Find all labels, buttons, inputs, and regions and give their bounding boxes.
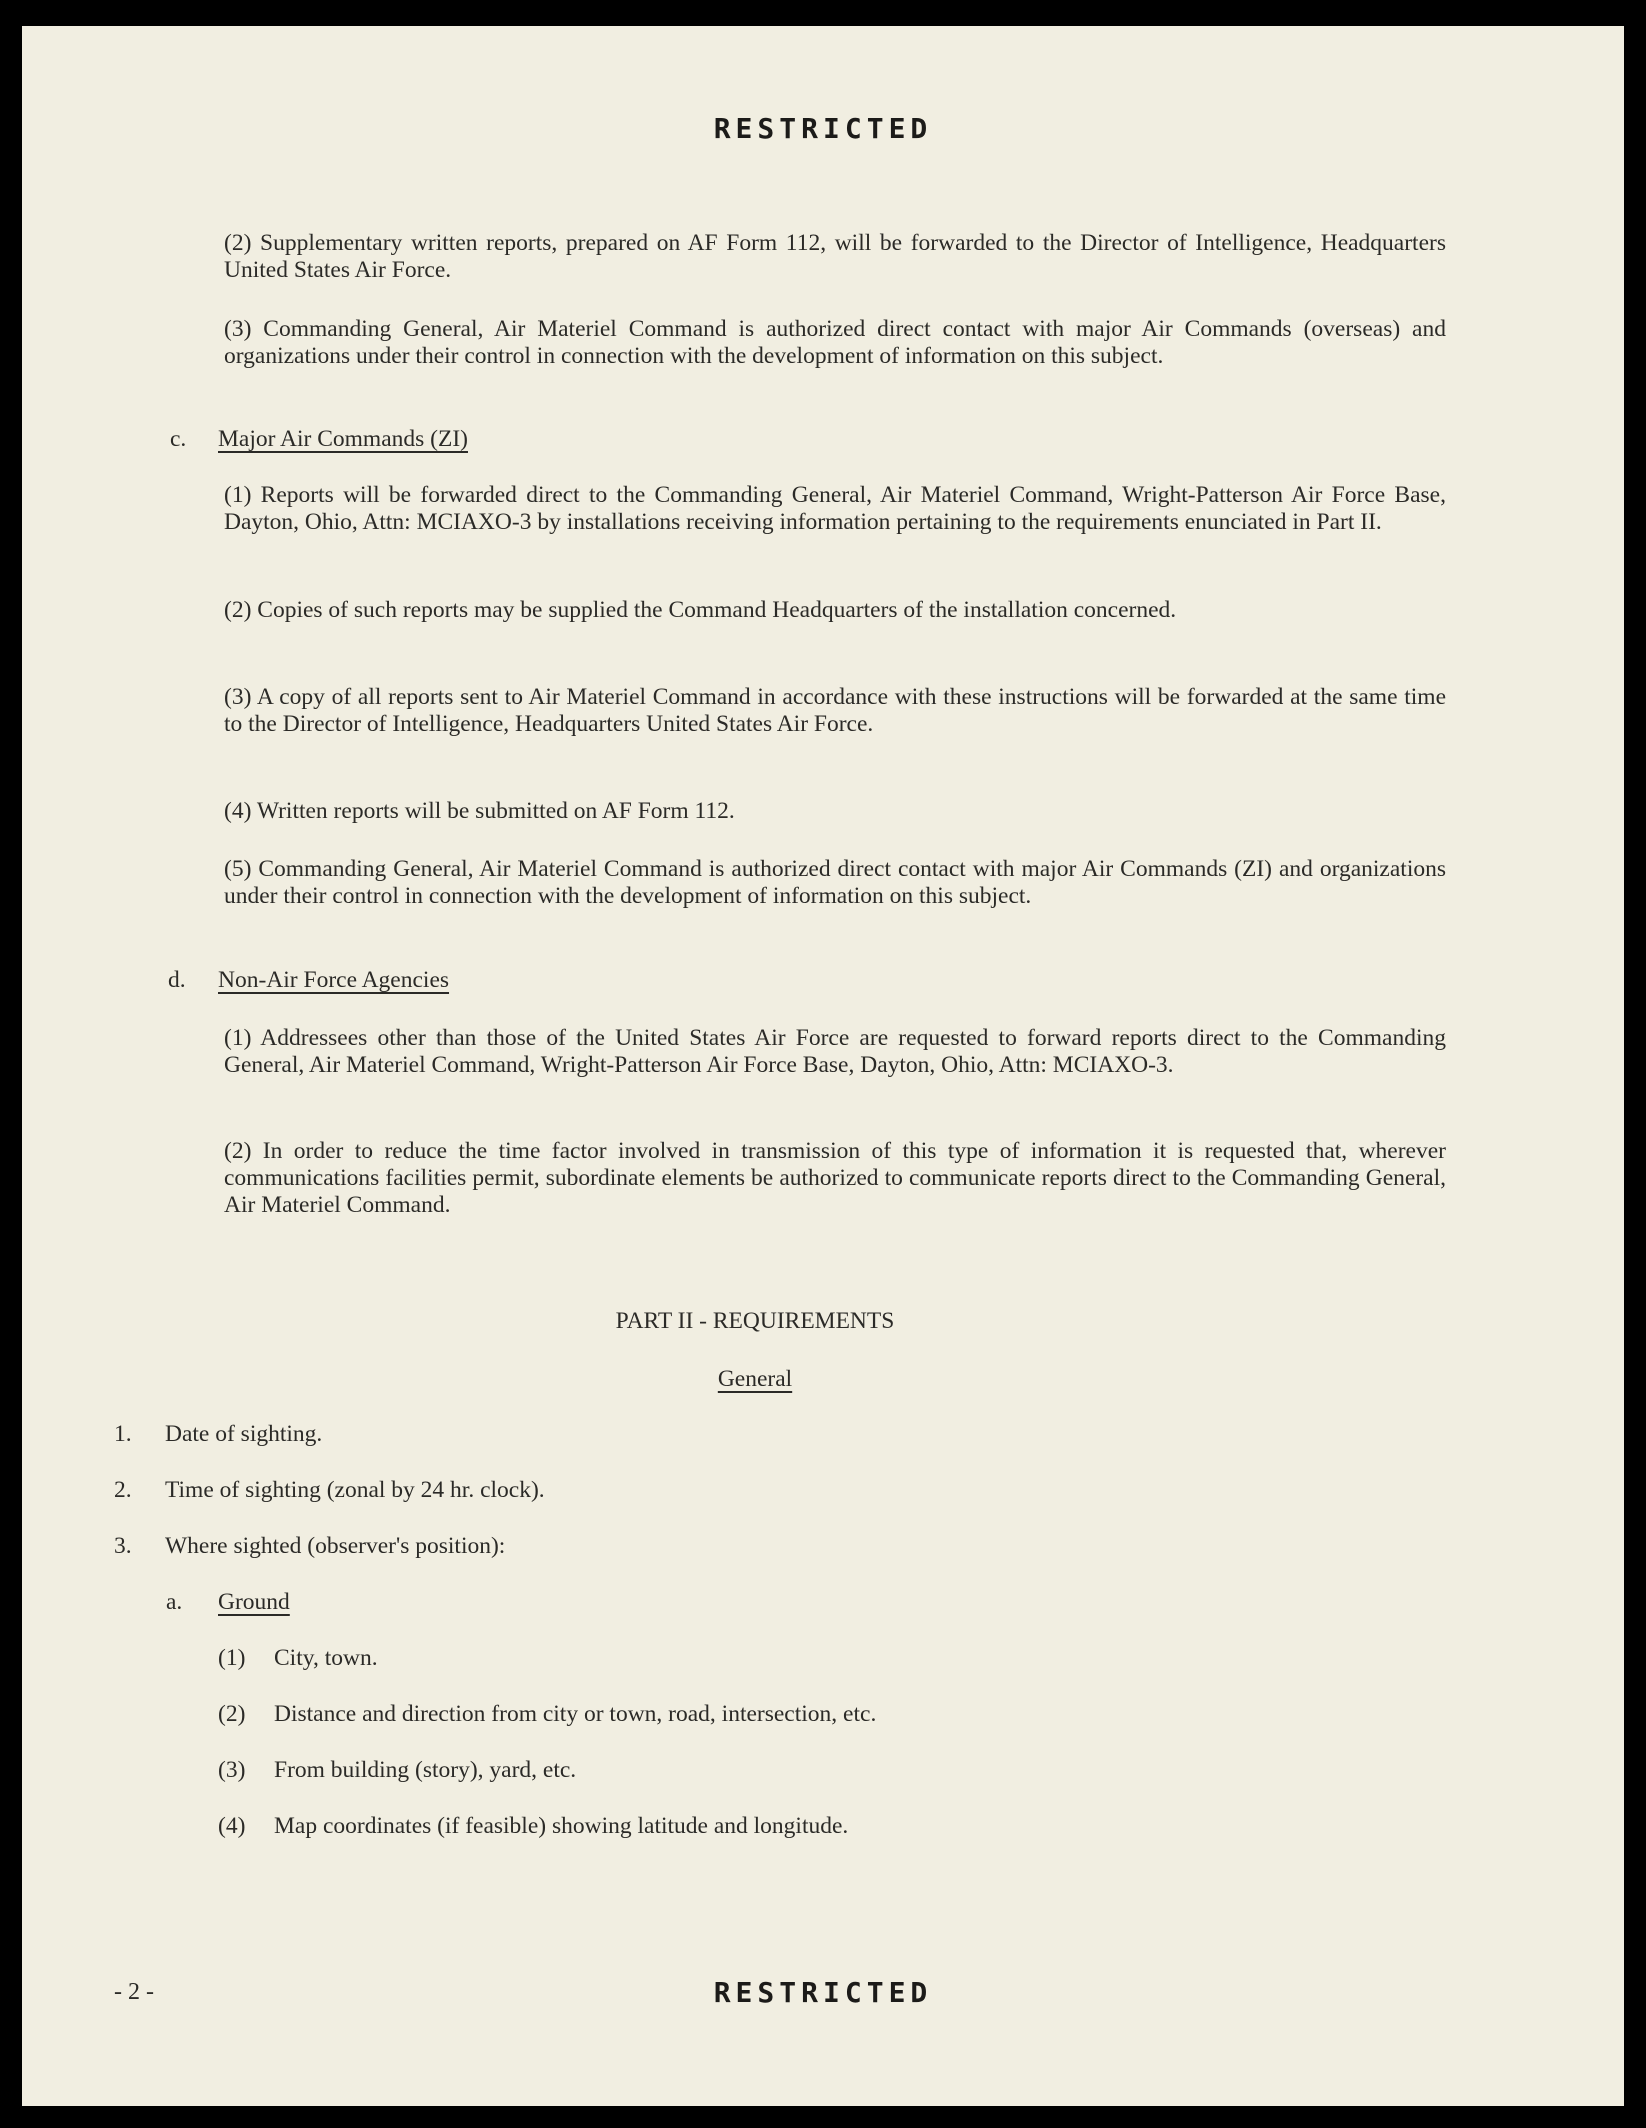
paragraph-c1: (1) Reports will be forwarded direct to the Commanding General, Air Materiel Command, Wright-Patterson Air Force Base, Dayton, Ohio, Attn: MCIAXO-3 by installations receiving information pertaining to the requirements enunciated in Part II.	[224, 482, 1446, 535]
item-2-text: Time of sighting (zonal by 24 hr. clock).	[165, 1477, 545, 1503]
classification-stamp-top: RESTRICTED	[713, 112, 933, 145]
sub-a-letter: a.	[166, 1589, 183, 1615]
sub-a-item-2-number: (2)	[218, 1701, 246, 1727]
sub-a-item-1-text: City, town.	[274, 1645, 378, 1671]
paragraph-c4: (4) Written reports will be submitted on AF Form 112.	[224, 798, 735, 824]
section-c-title: Major Air Commands (ZI)	[218, 426, 468, 452]
section-d-letter: d.	[168, 967, 186, 993]
document-page	[22, 26, 1624, 2106]
paragraph-b3: (3) Commanding General, Air Materiel Command is authorized direct contact with major Air Commands (overseas) and organizations under their control in connection with the development of information on this subject.	[224, 316, 1446, 369]
sub-a-item-4-number: (4)	[218, 1813, 246, 1839]
item-2-number: 2.	[114, 1477, 132, 1503]
sub-a-item-1-number: (1)	[218, 1645, 246, 1671]
sub-a-item-2-text: Distance and direction from city or town, road, intersection, etc.	[274, 1701, 877, 1727]
part-2-subheading: General	[717, 1366, 793, 1392]
sub-a-title: Ground	[218, 1589, 290, 1615]
paragraph-b2: (2) Supplementary written reports, prepared on AF Form 112, will be forwarded to the Director of Intelligence, Headquarters United States Air Force.	[224, 230, 1446, 283]
section-c-letter: c.	[170, 426, 187, 452]
item-1-text: Date of sighting.	[165, 1421, 323, 1447]
page-number: - 2 -	[114, 1979, 154, 2005]
part-2-heading: PART II - REQUIREMENTS	[615, 1308, 895, 1334]
item-3-text: Where sighted (observer's position):	[165, 1533, 506, 1559]
sub-a-item-3-number: (3)	[218, 1757, 246, 1783]
paragraph-d1: (1) Addressees other than those of the United States Air Force are requested to forward reports direct to the Commanding General, Air Materiel Command, Wright-Patterson Air Force Base, Dayton, Ohio, Attn: MCIAXO-3.	[224, 1025, 1446, 1078]
paragraph-d2: (2) In order to reduce the time factor involved in transmission of this type of information it is requested that, wherever communications facilities permit, subordinate elements be authorized to communicate reports direct to the Commanding General, Air Materiel Command.	[224, 1138, 1446, 1218]
classification-stamp-bottom: RESTRICTED	[713, 1976, 933, 2009]
paragraph-c3: (3) A copy of all reports sent to Air Materiel Command in accordance with these instructions will be forwarded at the same time to the Director of Intelligence, Headquarters United States Air Force.	[224, 684, 1446, 737]
paragraph-c2: (2) Copies of such reports may be supplied the Command Headquarters of the installation concerned.	[224, 597, 1177, 623]
sub-a-item-3-text: From building (story), yard, etc.	[274, 1757, 577, 1783]
section-d-title: Non-Air Force Agencies	[218, 967, 450, 993]
paragraph-c5: (5) Commanding General, Air Materiel Command is authorized direct contact with major Air Commands (ZI) and organizations under their control in connection with the development of information on this subject.	[224, 856, 1446, 909]
item-1-number: 1.	[114, 1421, 132, 1447]
item-3-number: 3.	[114, 1533, 132, 1559]
sub-a-item-4-text: Map coordinates (if feasible) showing latitude and longitude.	[274, 1813, 849, 1839]
